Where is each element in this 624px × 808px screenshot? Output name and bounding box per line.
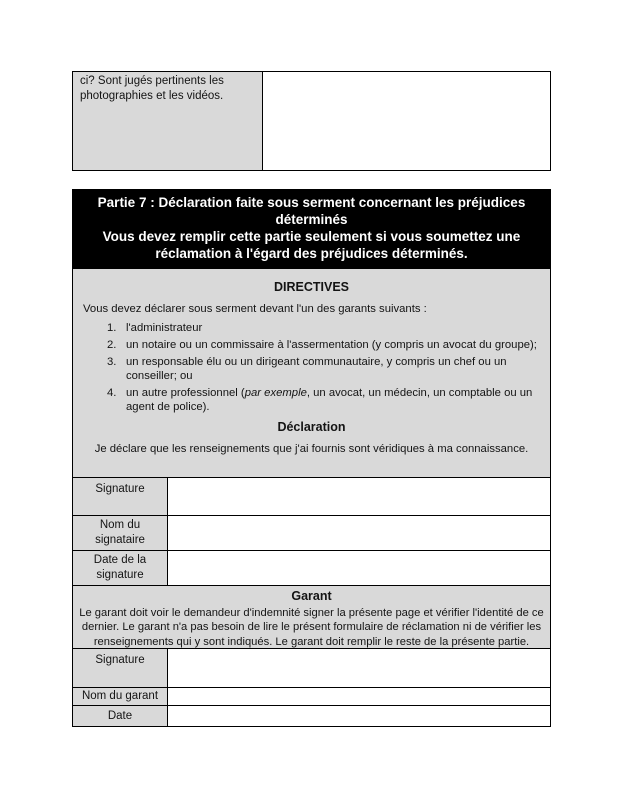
claimant-name-label: Nom du signataire [73, 516, 168, 550]
declaration-title: Déclaration [277, 420, 346, 434]
claimant-date-row [73, 550, 550, 585]
list-item-number: 3. [107, 356, 117, 368]
guarantor-signature-row [73, 648, 550, 687]
list-item-text: un responsable élu ou un dirigeant communautaire, y compris un chef ou un conseiller; ou [126, 356, 507, 382]
remarks-table [72, 71, 551, 171]
claimant-signature-label: Signature [73, 478, 168, 515]
directives-title: DIRECTIVES [273, 280, 349, 294]
list-item-text: l'administrateur [126, 322, 203, 334]
guarantor-name-field[interactable] [168, 688, 550, 705]
part7-header-title: Partie 7 : Déclaration faite sous serment concernant les préjudices déterminés [97, 195, 526, 227]
remarks-question-cell: ci? Sont jugés pertinents les photographies et les vidéos. [73, 72, 263, 170]
list-item-text: un autre professionnel (par exemple, un avocat, un médecin, un comptable ou un agent de police). [126, 387, 533, 413]
garant-instructions: Le garant doit voir le demandeur d'indemnité signer la présente page et vérifier l'identité de ce dernier. Le garant n'a pas besoin de lire le présent formulaire de réclamation ni de vérifier les renseignements qui y sont indiqués. Le garant doit remplir le reste de la présente partie. [79, 607, 544, 648]
garant-options-list [107, 321, 541, 414]
claimant-date-field[interactable] [168, 551, 550, 585]
garant-title: Garant [291, 589, 332, 603]
list-item [107, 355, 541, 383]
directives-intro: Vous devez déclarer sous serment devant l'un des garants suivants : [83, 303, 427, 315]
claimant-signature-field[interactable] [168, 478, 550, 515]
part7-table [72, 189, 551, 727]
claimant-name-field[interactable] [168, 516, 550, 550]
list-item [107, 338, 541, 352]
guarantor-name-row [73, 687, 550, 705]
remarks-answer-cell[interactable] [263, 72, 550, 170]
part7-header-subtitle: Vous devez remplir cette partie seulement si vous soumettez une réclamation à l'égard des préjudices déterminés. [102, 229, 521, 261]
list-item-number: 2. [107, 339, 117, 351]
guarantor-signature-label: Signature [73, 649, 168, 687]
list-item-number: 4. [107, 387, 117, 399]
list-item-number: 1. [107, 322, 117, 334]
part7-header [73, 190, 550, 268]
directives-section [73, 268, 550, 477]
claimant-name-row [73, 515, 550, 550]
list-item-text: un notaire ou un commissaire à l'assermentation (y compris un avocat du groupe); [126, 339, 537, 351]
garant-section [73, 585, 550, 648]
guarantor-date-row [73, 705, 550, 726]
declaration-text: Je déclare que les renseignements que j'ai fournis sont véridiques à ma connaissance. [94, 443, 529, 455]
list-item [107, 321, 541, 335]
guarantor-name-label: Nom du garant [73, 688, 168, 705]
claimant-signature-row [73, 477, 550, 515]
claimant-date-label: Date de la signature [73, 551, 168, 585]
guarantor-date-field[interactable] [168, 706, 550, 726]
guarantor-date-label: Date [73, 706, 168, 726]
list-item [107, 386, 541, 414]
guarantor-signature-field[interactable] [168, 649, 550, 687]
